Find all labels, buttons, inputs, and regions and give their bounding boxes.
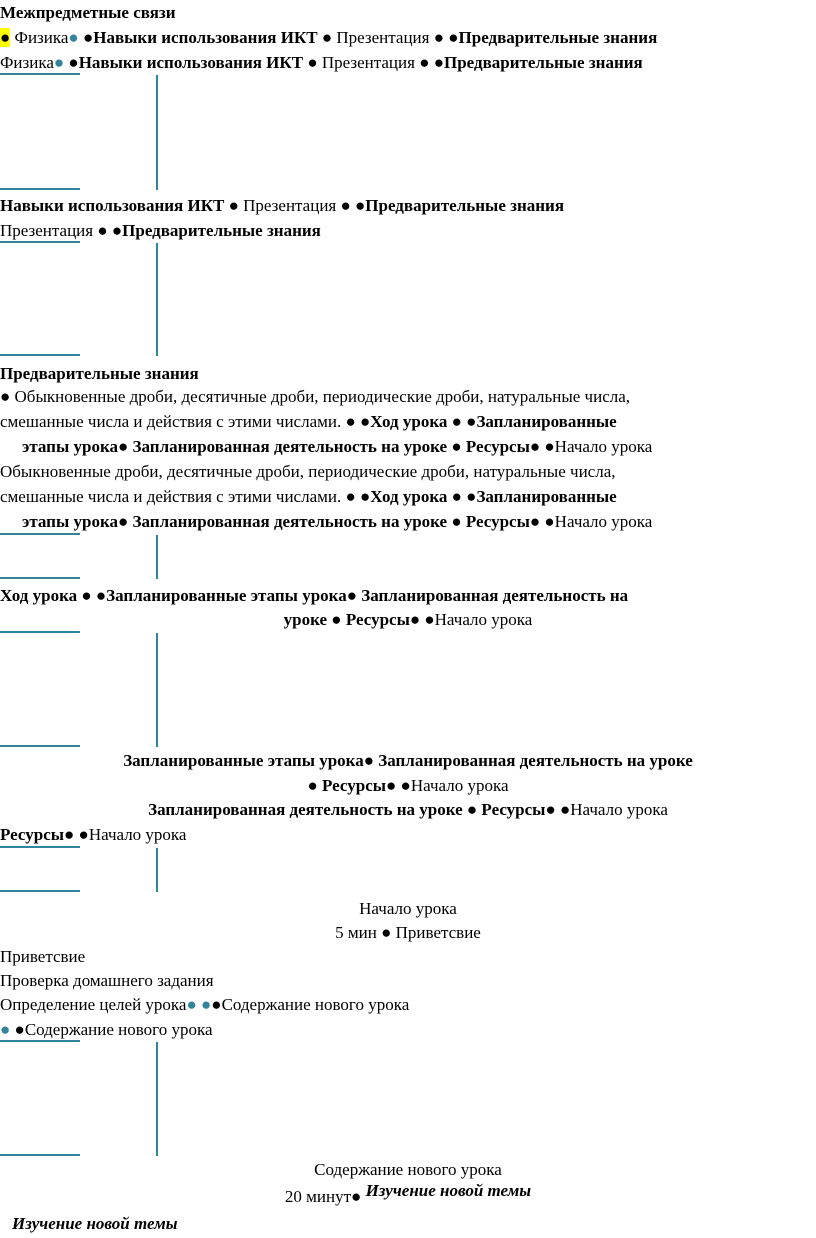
divider-horizontal — [0, 577, 80, 579]
prior-b1-line-1: ● Обыкновенные дроби, десятичные дроби, периодические дроби, натуральные числа, — [0, 387, 631, 406]
new-content-study: Изучение новой темы — [12, 1214, 178, 1233]
divider-horizontal — [0, 188, 80, 190]
connector-vertical — [156, 535, 158, 579]
section-title-cross-subject: Межпредметные связи — [0, 3, 176, 22]
prior-b1-line-2: смешанные числа и действия с этими числами. ● ●Ход урока ● ●Запланированные — [0, 412, 617, 431]
prior-b2-line-1: Обыкновенные дроби, десятичные дроби, периодические дроби, натуральные числа, — [0, 462, 616, 481]
divider-horizontal — [0, 631, 80, 633]
divider-horizontal — [0, 354, 80, 356]
start-goals: Определение целей урока● ●●Содержание нового урока — [0, 995, 410, 1014]
course-row-2: уроке ● Ресурсы● ●Начало урока — [283, 610, 533, 629]
start-homework: Проверка домашнего задания — [0, 971, 214, 990]
prior-b1-line-3: этапы урока● Запланированная деятельность на уроке ● Ресурсы● ●Начало урока — [22, 437, 653, 456]
connector-vertical — [156, 1042, 158, 1156]
divider-horizontal — [0, 1154, 80, 1156]
divider-horizontal — [0, 533, 80, 535]
stages-row-1a: Запланированные этапы урока● Запланированная деятельность на уроке — [123, 751, 693, 770]
new-content-title: Содержание нового урока — [314, 1160, 502, 1179]
ict-row-2: Презентация ● ●Предварительные знания — [0, 221, 321, 240]
connector-vertical — [156, 75, 158, 190]
connector-vertical — [156, 243, 158, 356]
start-new-content: ● ●Содержание нового урока — [0, 1020, 213, 1039]
divider-horizontal — [0, 241, 80, 243]
course-row-1: Ход урока ● ●Запланированные этапы урока● Запланированная деятельность на — [0, 586, 629, 605]
start-greeting: Приветсвие — [0, 947, 86, 966]
divider-horizontal — [0, 73, 80, 75]
divider-horizontal — [0, 890, 80, 892]
connector-vertical — [156, 848, 158, 892]
highlighted-bullet: ● — [0, 28, 11, 47]
divider-horizontal — [0, 745, 80, 747]
stages-row-3: Ресурсы● ●Начало урока — [0, 825, 187, 844]
stages-row-2: Запланированная деятельность на уроке ● Ресурсы● ●Начало урока — [148, 800, 668, 819]
divider-horizontal — [0, 1040, 80, 1042]
prior-b2-line-3: этапы урока● Запланированная деятельность на уроке ● Ресурсы● ●Начало урока — [22, 512, 653, 531]
stages-row-1b: ● Ресурсы● ●Начало урока — [307, 776, 509, 795]
section-title-prior-knowledge: Предварительные знания — [0, 364, 199, 383]
cross-subject-row-1: ● Физика● ●Навыки использования ИКТ ● Презентация ● ●Предварительные знания — [0, 28, 658, 47]
ict-row-1: Навыки использования ИКТ ● Презентация ● ●Предварительные знания — [0, 196, 565, 215]
start-duration: 5 мин ● Приветсвие — [335, 923, 481, 942]
connector-vertical — [156, 633, 158, 747]
prior-b2-line-2: смешанные числа и действия с этими числами. ● ●Ход урока ● ●Запланированные — [0, 487, 617, 506]
cross-subject-row-2: Физика● ●Навыки использования ИКТ ● Презентация ● ●Предварительные знания — [0, 53, 643, 72]
start-title: Начало урока — [359, 899, 457, 918]
new-content-duration: 20 минут● Изучение новой темы — [284, 1181, 532, 1206]
divider-horizontal — [0, 846, 80, 848]
